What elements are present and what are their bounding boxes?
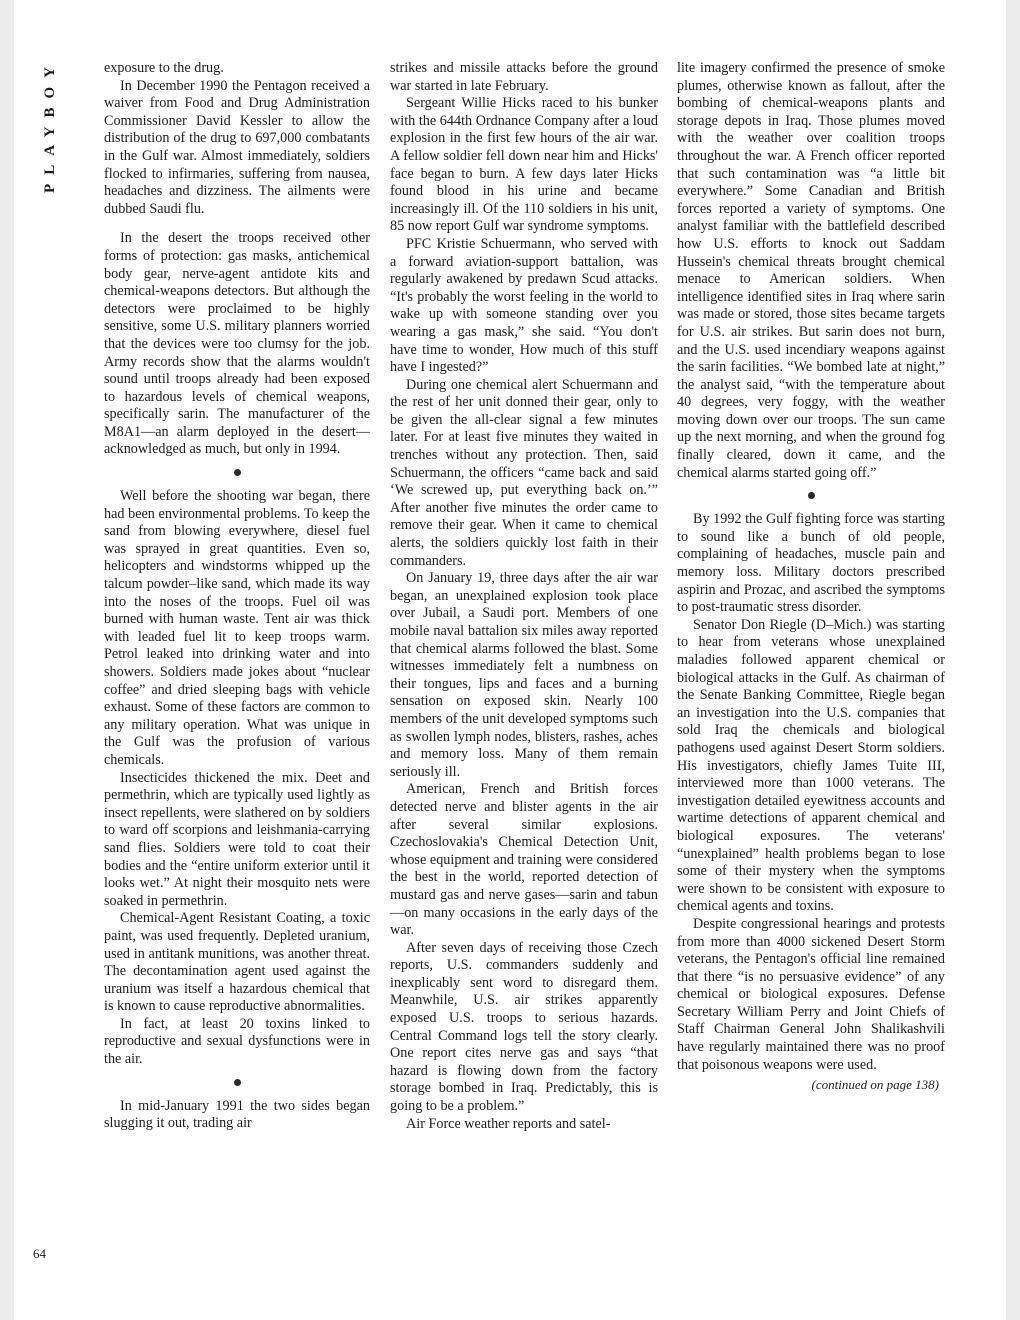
paragraph: Chemical-Agent Resistant Coating, a toxic paint, was used frequently. Depleted uranium, used in antitank munitions, was another threat. The decontamination agent used against the uranium was itself a hazardous chemical that is known to cause reproductive abnormalities. <box>104 910 370 1015</box>
paragraph: During one chemical alert Schuermann and the rest of her unit donned their gear, only to be given the all-clear signal a few minutes later. For at least five minutes they waited in trenches without any protection. Then, said Schuermann, the officers “came back and said ‘We screwed up, put everything back on.’” After another five minutes the order came to remove their gear. When it came to chemical alerts, the soldiers quickly lost faith in their commanders. <box>390 376 658 569</box>
continued-note: (continued on page 138) <box>811 1077 939 1093</box>
paragraph: Senator Don Riegle (D–Mich.) was starting to hear from veterans whose unexplained maladies followed apparent chemical or biological attacks in the Gulf. As chairman of the Senate Banking Committee, Riegle began an investigation into the U.S. companies that sold Iraq the chemicals and biological pathogens used against Desert Storm soldiers. His investigators, chiefly James Tuite III, interviewed more than 1000 veterans. The investigation detailed eyewitness accounts and wartime detections of apparent chemical and biological exposures. The veterans' “unexplained” health problems began to lose some of their mystery when the symptoms were shown to be consistent with exposure to chemical agents and toxins. <box>677 616 945 915</box>
paragraph: Despite congressional hearings and protests from more than 4000 sickened Desert Storm veterans, the Pentagon's official line remained that there “is no persuasive evidence” of any chemical or biological exposures. Defense Secretary William Perry and Joint Chiefs of Staff Chairman General John Shalikashvili have regularly maintained there was no proof that poisonous weapons were used. <box>677 915 945 1073</box>
paragraph: After seven days of receiving those Czech reports, U.S. commanders suddenly and inexplicably sent word to disregard them. Meanwhile, U.S. air strikes apparently exposed U.S. troops to serious hazards. Central Command logs tell the story clearly. One report cites nerve gas and says “that hazard is flowing down from the factory storage bombed in Iraq. Predictably, this is going to be a problem.” <box>390 939 658 1115</box>
paragraph: On January 19, three days after the air war began, an unexplained explosion took place over Jubail, a Saudi port. Members of one mobile naval battalion six miles away reported that chemical alarms followed the blast. Some witnesses immediately felt a numbness on their tongues, lips and faces and a burning sensation on exposed skin. Nearly 100 members of the unit developed symptoms such as swollen lymph nodes, blisters, rashes, aches and memory loss. Many of them remain seriously ill. <box>390 570 658 780</box>
section-break-bullet <box>234 1079 241 1086</box>
section-break-bullet <box>808 492 815 499</box>
paragraph: By 1992 the Gulf fighting force was starting to sound like a bunch of old people, complaining of headaches, muscle pain and memory loss. Military doctors prescribed aspirin and Prozac, and ascribed the symptoms to post-traumatic stress disorder. <box>677 511 945 616</box>
column-2 <box>390 60 658 1133</box>
paragraph: Well before the shooting war began, there had been environmental problems. To keep the sand from blowing everywhere, diesel fuel was sprayed in great quantities. Even so, helicopters and windstorms whipped up the talcum powder–like sand, which made its way into the noses of the troops. Fuel oil was burned with human waste. Tent air was thick with leaded fuel lit to keep troops warm. Petrol leaked into drinking water and into showers. Soldiers made jokes about “nuclear coffee” and dried sleeping bags with vehicle exhaust. Some of these factors are common to any military operation. What was unique in the Gulf was the profusion of various chemicals. <box>104 488 370 768</box>
section-break-bullet <box>234 469 241 476</box>
paragraph: Insecticides thickened the mix. Deet and permethrin, which are typically used lightly as insect repellents, were slathered on by soldiers to ward off scorpions and leishmania-carrying sand flies. Soldiers were told to coat their bodies and the “entire uniform exterior until it looks wet.” At night their mosquito nets were soaked in permethrin. <box>104 769 370 909</box>
paragraph: Air Force weather reports and satel- <box>406 1115 611 1132</box>
paragraph: strikes and missile attacks before the ground war started in late February. <box>390 60 658 94</box>
masthead-vertical: PLAYBOY <box>42 58 58 193</box>
paragraph: In fact, at least 20 toxins linked to reproductive and sexual dysfunctions were in the air. <box>104 1015 370 1068</box>
paragraph: exposure to the drug. <box>104 60 224 76</box>
column-1 <box>104 60 370 1133</box>
page-number: 64 <box>33 1246 46 1261</box>
paragraph: In the desert the troops received other forms of protection: gas masks, antichemical body gear, nerve-agent antidote kits and chemical-weapons detectors. But although the detectors were proclaimed to be highly sensitive, some U.S. military planners worried that the devices were too clumsy for the job. Army records show that the alarms wouldn't sound until troops already had been exposed to hazardous levels of chemical weapons, specifically sarin. The manufacturer of the M8A1—an alarm deployed in the desert—acknowledged as much, but only in 1994. <box>104 230 370 458</box>
paragraph: PFC Kristie Schuermann, who served with a forward aviation-support battalion, was regularly awakened by predawn Scud attacks. “It's probably the worst feeling in the world to wake up with someone standing over you wearing a gas mask,” she said. “You don't have time to wonder, How much of this stuff have I ingested?” <box>390 235 658 376</box>
page-right-edge <box>1006 0 1020 1320</box>
page-left-edge <box>0 0 14 1320</box>
paragraph: American, French and British forces detected nerve and blister agents in the air after several similar explosions. Czechoslovakia's Chemical Detection Unit, whose equipment and training were considered the best in the world, reported detection of mustard gas and nerve gases—sarin and tabun—on many occasions in the early days of the war. <box>390 781 658 939</box>
paragraph: lite imagery confirmed the presence of smoke plumes, otherwise known as fallout, after the bombing of chemical-weapons plants and storage depots in Iraq. Those plumes moved with the weather over coalition troops throughout the war. A French officer reported that such contamination was “a little bit everywhere.” Some Canadian and British forces reported a variety of symptoms. One analyst familiar with the battlefield described how U.S. efforts to knock out Saddam Hussein's chemical threats brought chemical menace to American soldiers. When intelligence identified sites in Iraq where sarin was made or stored, those sites became targets for U.S. air strikes. But sarin does not burn, and the U.S. used incendiary weapons against the sarin facilities. “We bombed late at night,” the analyst said, “with the temperature about 40 degrees, very foggy, with the weather moving down over our troops. The sun came up the next morning, and when the ground fog finally cleared, down it came, and the chemical alarms started going off.” <box>677 60 945 481</box>
paragraph: In mid-January 1991 the two sides began slugging it out, trading air <box>104 1097 370 1132</box>
column-3 <box>677 60 945 1094</box>
paragraph: In December 1990 the Pentagon received a waiver from Food and Drug Administration Commissioner David Kessler to allow the distribution of the drug to 697,000 combatants in the Gulf war. Almost immediately, soldiers flocked to infirmaries, suffering from nausea, headaches and dizziness. The ailments were dubbed Saudi flu. <box>104 77 370 217</box>
paragraph: Sergeant Willie Hicks raced to his bunker with the 644th Ordnance Company after a loud explosion in the first few hours of the air war. A fellow soldier fell down near him and Hicks' face began to burn. A few days later Hicks found blood in his urine and became increasingly ill. Of the 110 soldiers in his unit, 85 now report Gulf war syndrome symptoms. <box>390 95 658 235</box>
